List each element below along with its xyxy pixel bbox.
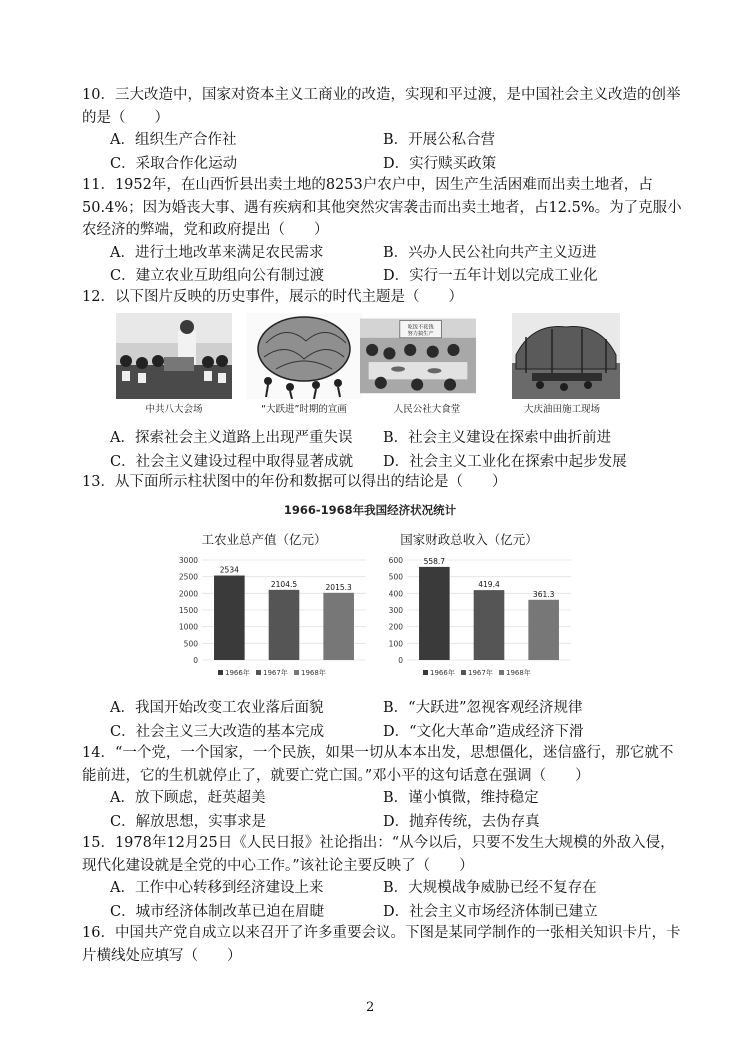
propaganda-painting-icon xyxy=(246,313,362,399)
option-a[interactable]: A．组织生产合作社 xyxy=(110,132,237,148)
option-a[interactable]: A．放下顾虑，赶英超美 xyxy=(110,790,266,806)
fiscal-revenue-bar-chart xyxy=(375,528,575,690)
bar-value-label: 2534 xyxy=(219,565,239,575)
option-d[interactable]: D．社会主义工业化在探索中起步发展 xyxy=(383,453,627,470)
y-tick-label: 1000 xyxy=(178,622,198,632)
legend-swatch xyxy=(499,670,504,675)
question-14 xyxy=(82,742,682,833)
y-tick-label: 2500 xyxy=(178,572,198,582)
y-tick-label: 200 xyxy=(388,622,403,632)
canteen-banner-line1: 吃饭不花钱 xyxy=(407,324,434,331)
photo-strip xyxy=(116,313,616,417)
bar-value-label: 361.3 xyxy=(532,589,555,599)
photo-congress xyxy=(116,313,232,417)
legend-swatch xyxy=(423,670,428,675)
option-b[interactable]: B．谨小慎微，维持稳定 xyxy=(383,790,539,806)
question-12-options xyxy=(82,427,682,473)
option-c[interactable]: C．采取合作化运动 xyxy=(110,155,238,172)
chart-title: 国家财政总收入（亿元） xyxy=(400,532,538,547)
option-a[interactable]: A．我国开始改变工农业落后面貌 xyxy=(110,700,324,716)
legend-swatch xyxy=(256,670,261,675)
option-b[interactable]: B．“大跃进”忽视客观经济规律 xyxy=(383,700,583,716)
bar-1967年 xyxy=(474,590,505,660)
y-tick-label: 3000 xyxy=(178,556,198,565)
option-b[interactable]: B．开展公私合营 xyxy=(383,132,496,148)
options xyxy=(110,697,682,743)
question-10 xyxy=(82,84,682,175)
chart-output-value xyxy=(170,528,370,690)
question-16 xyxy=(82,922,682,967)
bar-1966年 xyxy=(214,576,245,660)
y-tick-label: 500 xyxy=(388,572,403,582)
legend-label: 1968年 xyxy=(506,669,531,677)
bar-1966年 xyxy=(419,567,450,660)
options xyxy=(110,877,682,923)
y-tick-label: 1500 xyxy=(178,606,198,615)
chart-main-title: 1966-1968年我国经济状况统计 xyxy=(283,503,457,517)
question-11 xyxy=(82,174,682,288)
options xyxy=(110,427,682,473)
photo-oilfield xyxy=(508,313,624,417)
option-b[interactable]: B．兴办人民公社向共产主义迈进 xyxy=(383,244,597,261)
y-tick-label: 2000 xyxy=(178,589,198,599)
legend-label: 1966年 xyxy=(225,669,250,677)
congress-photo-icon xyxy=(116,313,232,399)
legend-swatch xyxy=(218,670,223,675)
y-tick-label: 0 xyxy=(193,656,198,665)
photo-caption: 中共八大会场 xyxy=(145,404,203,415)
options xyxy=(110,787,682,833)
chart-title: 工农业总产值（亿元） xyxy=(201,532,327,547)
question-stem: 12．以下图片反映的历史事件，展示的时代主题是（ ） xyxy=(82,289,463,305)
option-c[interactable]: C．城市经济体制改革已迫在眉睫 xyxy=(110,903,325,920)
option-a[interactable]: A．进行土地改革来满足农民需求 xyxy=(110,244,324,261)
option-c[interactable]: C．建立农业互助组向公有制过渡 xyxy=(110,268,325,284)
legend-label: 1967年 xyxy=(468,669,493,677)
bar-1968年 xyxy=(528,600,559,660)
option-a[interactable]: A．工作中心转移到经济建设上来 xyxy=(110,880,324,896)
bar-value-label: 2015.3 xyxy=(325,582,352,592)
question-13-options xyxy=(82,697,682,743)
legend-label: 1968年 xyxy=(301,669,326,677)
option-d[interactable]: D．社会主义市场经济体制已建立 xyxy=(383,903,598,920)
canteen-banner-line2: 努力搞生产 xyxy=(407,331,434,338)
legend-swatch xyxy=(461,670,466,675)
option-c[interactable]: C．社会主义三大改造的基本完成 xyxy=(110,723,325,740)
bar-value-label: 2104.5 xyxy=(270,579,298,589)
photo-canteen xyxy=(360,313,476,417)
bar-value-label: 558.7 xyxy=(423,556,446,566)
photo-caption: 大庆油田施工现场 xyxy=(523,404,600,415)
legend-label: 1967年 xyxy=(263,669,288,677)
question-stem: 11．1952年，在山西忻县出卖土地的8253户农户中，因生产生活困难而出卖土地者，占50.4%；因为婚丧大事、遇有疾病和其他突然灾害袭击而出卖土地者，占12.5%。为了克服小农经济的弊端，党和政府提出（ ） xyxy=(82,177,682,238)
option-c[interactable]: C．解放思想，实事求是 xyxy=(110,813,267,830)
canteen-photo-icon xyxy=(360,313,476,399)
options xyxy=(110,129,682,175)
question-stem: 16．中国共产党自成立以来召开了许多重要会议。下图是某同学制作的一张相关知识卡片，卡片横线处应填写（ ） xyxy=(82,925,681,964)
question-stem: 13．从下面所示柱状图中的年份和数据可以得出的结论是（ ） xyxy=(82,474,507,490)
option-b[interactable]: B．社会主义建设在探索中曲折前进 xyxy=(383,430,612,446)
question-13 xyxy=(82,471,682,494)
option-b[interactable]: B．大规模战争威胁已经不复存在 xyxy=(383,880,597,896)
photo-caption: 人民公社大食堂 xyxy=(393,404,461,415)
oilfield-photo-icon xyxy=(508,313,624,399)
option-d[interactable]: D．实行赎买政策 xyxy=(383,155,497,172)
y-tick-label: 400 xyxy=(388,589,403,599)
chart-fiscal-revenue xyxy=(375,528,575,690)
question-12 xyxy=(82,286,682,309)
question-stem: 14．“一个党，一个国家，一个民族，如果一切从本本出发，思想僵化，迷信盛行，那它就不能前进，它的生机就停止了，就要亡党亡国。”邓小平的这句话意在强调（ ） xyxy=(82,745,674,784)
legend-label: 1966年 xyxy=(430,669,455,677)
y-tick-label: 500 xyxy=(183,639,198,649)
question-15 xyxy=(82,832,682,923)
photo-caption: “大跃进”时期的宣画 xyxy=(261,404,347,415)
legend-swatch xyxy=(294,670,299,675)
option-d[interactable]: D．抛弃传统，去伪存真 xyxy=(383,813,540,830)
photo-propaganda xyxy=(246,313,362,417)
page-number: 2 xyxy=(366,1000,375,1015)
y-tick-label: 0 xyxy=(398,656,403,665)
option-a[interactable]: A．探索社会主义道路上出现严重失误 xyxy=(110,430,353,446)
y-tick-label: 300 xyxy=(388,606,403,615)
bar-1967年 xyxy=(269,590,300,660)
bar-value-label: 419.4 xyxy=(478,580,500,590)
options xyxy=(110,242,682,288)
option-d[interactable]: D．实行一五年计划以完成工业化 xyxy=(383,268,598,284)
bar-1968年 xyxy=(323,593,354,660)
output-value-bar-chart xyxy=(170,528,370,690)
question-stem: 15．1978年12月25日《人民日报》社论指出：“从今以后，只要不发生大规模的外敌入侵，现代化建设就是全党的中心工作。”该社论主要反映了（ ） xyxy=(82,835,675,874)
y-tick-label: 600 xyxy=(388,556,403,565)
option-d[interactable]: D．“文化大革命”造成经济下滑 xyxy=(383,723,584,740)
option-c[interactable]: C．社会主义建设过程中取得显著成就 xyxy=(110,453,354,470)
y-tick-label: 100 xyxy=(388,639,403,649)
question-stem: 10．三大改造中，国家对资本主义工商业的改造，实现和平过渡，是中国社会主义改造的创举的是（ ） xyxy=(82,87,681,126)
